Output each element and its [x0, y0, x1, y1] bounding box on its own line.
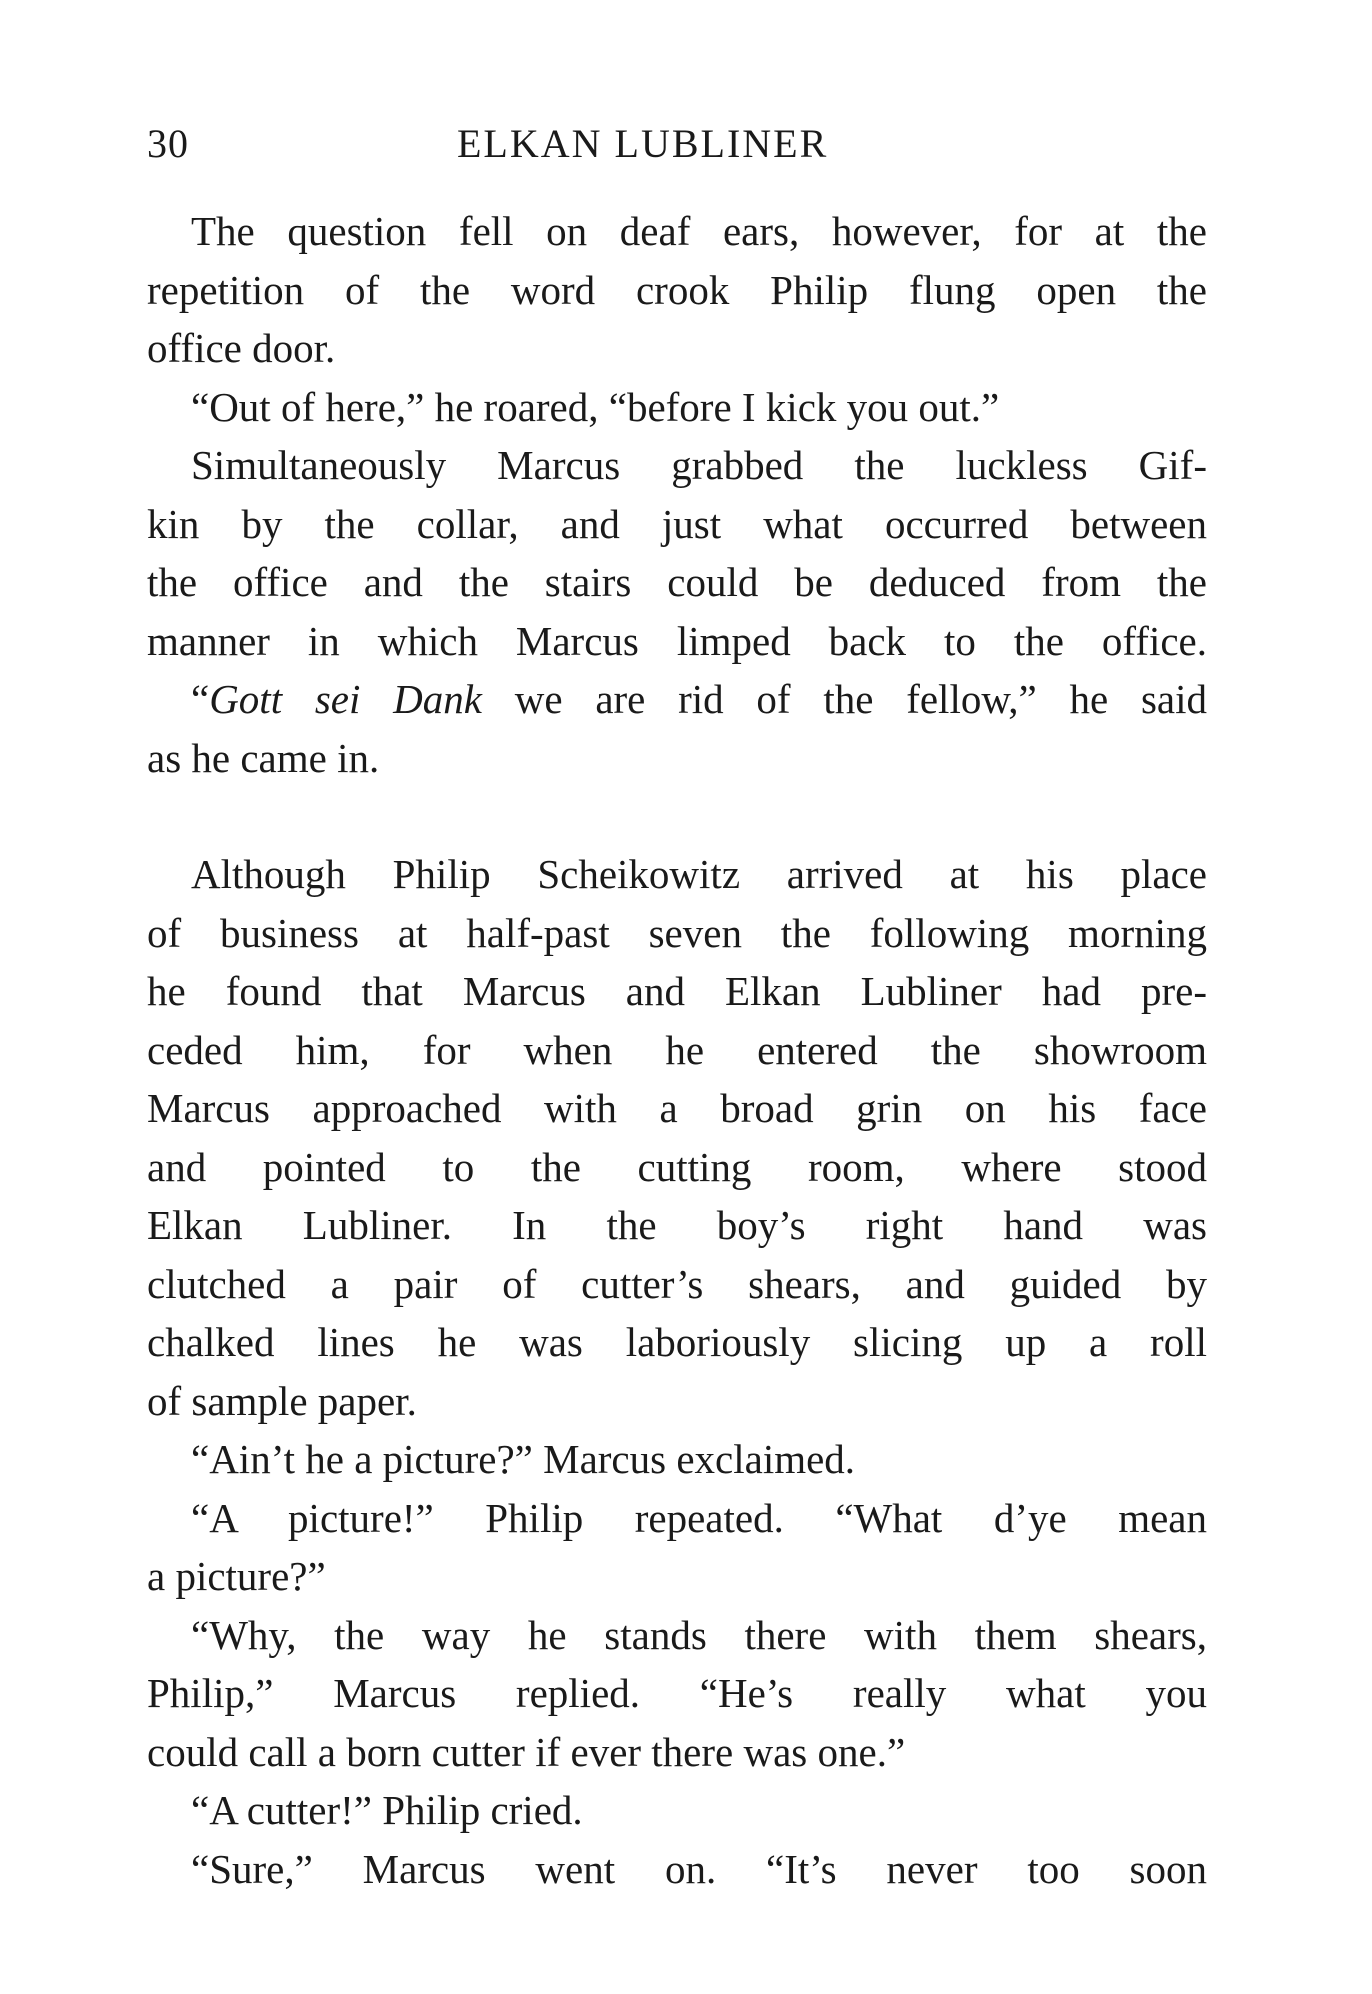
text-line — [147, 670, 1207, 729]
paragraph — [147, 670, 1207, 787]
section-break — [147, 787, 1207, 845]
text-fragment: we are rid of the fellow,” he said — [481, 676, 1207, 722]
paragraph — [147, 1781, 1207, 1840]
text-line: kin by the collar, and just what occurred between — [147, 500, 1207, 547]
text-line: he found that Marcus and Elkan Lubliner had pre- — [147, 968, 1207, 1014]
text-line: office door. — [147, 325, 336, 371]
paragraph — [147, 845, 1207, 1430]
page-number: 30 — [147, 121, 189, 166]
text-line: and pointed to the cutting room, where stood — [147, 1143, 1207, 1190]
paragraph — [147, 202, 1207, 378]
paragraph — [147, 1430, 1207, 1489]
text-line: “Ain’t he a picture?” Marcus exclaimed. — [191, 1436, 856, 1482]
paragraph — [147, 1489, 1207, 1606]
text-line: as he came in. — [147, 734, 380, 781]
running-head — [147, 112, 1207, 172]
text-line: “A picture!” Philip repeated. “What d’ye mean — [191, 1494, 1207, 1541]
text-line: of business at half-past seven the following morning — [147, 909, 1207, 956]
text-line: Elkan Lubliner. In the boy’s right hand was — [147, 1202, 1207, 1248]
paragraph — [147, 436, 1207, 670]
text-line: “Out of here,” he roared, “before I kick you out.” — [191, 383, 1000, 430]
text-line: Philip,” Marcus replied. “He’s really what you — [147, 1670, 1207, 1716]
text-line: “Why, the way he stands there with them shears, — [191, 1611, 1207, 1658]
text-line: Marcus approached with a broad grin on his face — [147, 1085, 1207, 1131]
body-text — [147, 202, 1207, 1898]
text-line: Although Philip Scheikowitz arrived at his place — [191, 851, 1207, 897]
text-line: clutched a pair of cutter’s shears, and guided by — [147, 1260, 1207, 1307]
text-line: the office and the stairs could be deduced from the — [147, 559, 1207, 605]
text-line: repetition of the word crook Philip flung open the — [147, 266, 1207, 313]
italic-phrase: Gott sei Dank — [209, 676, 482, 722]
paragraph — [147, 1606, 1207, 1782]
running-title: ELKAN LUBLINER — [457, 121, 829, 166]
text-line: The question fell on deaf ears, however, for at the — [191, 208, 1207, 254]
book-page — [147, 112, 1207, 1898]
text-line: “A cutter!” Philip cried. — [191, 1787, 583, 1833]
text-line: “Sure,” Marcus went on. “It’s never too soon — [191, 1845, 1207, 1892]
text-line: of sample paper. — [147, 1377, 417, 1424]
text-line: ceded him, for when he entered the showroom — [147, 1026, 1207, 1073]
text-fragment: “ — [191, 676, 210, 722]
text-line: manner in which Marcus limped back to the office. — [147, 617, 1207, 664]
text-line: chalked lines he was laboriously slicing up a roll — [147, 1319, 1207, 1365]
paragraph — [147, 1840, 1207, 1899]
paragraph — [147, 378, 1207, 437]
text-line: could call a born cutter if ever there was one.” — [147, 1728, 906, 1775]
text-line: a picture?” — [147, 1553, 326, 1599]
text-line: Simultaneously Marcus grabbed the luckless Gif- — [191, 442, 1207, 488]
